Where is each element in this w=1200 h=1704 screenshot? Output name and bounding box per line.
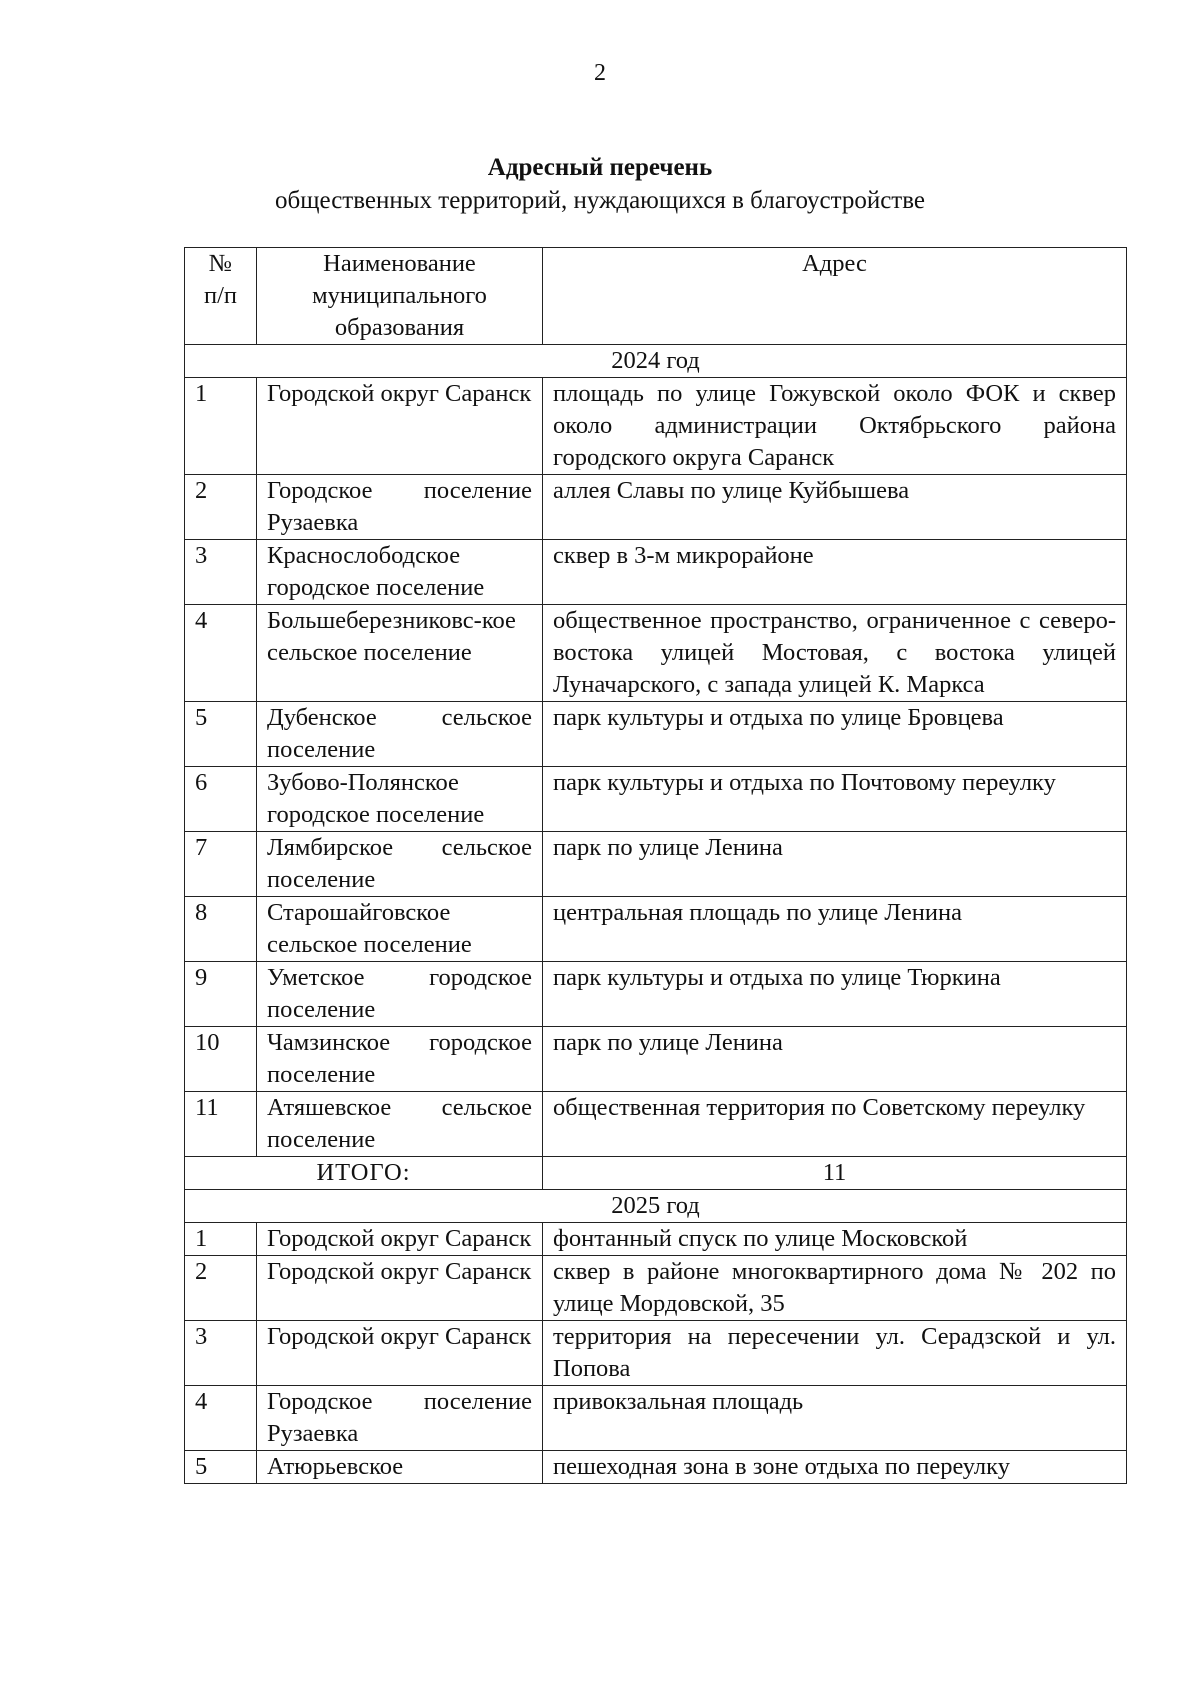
row-address: парк по улице Ленина (543, 1027, 1127, 1092)
header-municipality (257, 248, 543, 345)
table-row (185, 1386, 1127, 1451)
year-row (185, 1190, 1127, 1223)
row-number: 2 (185, 475, 257, 540)
row-municipality: Дубенское сельское поселение (257, 702, 543, 767)
row-address: общественная территория по Советскому переулку (543, 1092, 1127, 1157)
table-row (185, 767, 1127, 832)
table-row (185, 1092, 1127, 1157)
row-number: 8 (185, 897, 257, 962)
table-row (185, 1256, 1127, 1321)
row-address: сквер в 3-м микрорайоне (543, 540, 1127, 605)
table-row (185, 605, 1127, 702)
year-label: 2024 год (185, 345, 1127, 378)
row-address: сквер в районе многоквартирного дома № 202 по улице Мордовской, 35 (543, 1256, 1127, 1321)
table-body (185, 345, 1127, 1484)
row-municipality: Краснослободское городское поселение (257, 540, 543, 605)
table-row (185, 1223, 1127, 1256)
header-municipality-line: Наименование (323, 250, 476, 277)
table-row (185, 702, 1127, 767)
row-number: 5 (185, 1451, 257, 1484)
row-number: 3 (185, 1321, 257, 1386)
row-number: 1 (185, 1223, 257, 1256)
row-address: фонтанный спуск по улице Московской (543, 1223, 1127, 1256)
row-address: площадь по улице Гожувской около ФОК и сквер около администрации Октябрьского района городского округа Саранск (543, 378, 1127, 475)
row-number: 4 (185, 1386, 257, 1451)
row-address: центральная площадь по улице Ленина (543, 897, 1127, 962)
row-number: 11 (185, 1092, 257, 1157)
row-number: 2 (185, 1256, 257, 1321)
table-row (185, 1321, 1127, 1386)
row-municipality: Атяшевское сельское поселение (257, 1092, 543, 1157)
table-row (185, 962, 1127, 1027)
table-header-row (185, 248, 1127, 345)
row-municipality: Лямбирское сельское поселение (257, 832, 543, 897)
row-municipality: Городское поселение Рузаевка (257, 475, 543, 540)
row-address: аллея Славы по улице Куйбышева (543, 475, 1127, 540)
row-address: парк культуры и отдыха по улице Тюркина (543, 962, 1127, 1027)
table-row (185, 1027, 1127, 1092)
row-address: парк культуры и отдыха по улице Бровцева (543, 702, 1127, 767)
row-address: парк культуры и отдыха по Почтовому переулку (543, 767, 1127, 832)
row-number: 9 (185, 962, 257, 1027)
row-number: 4 (185, 605, 257, 702)
row-address: пешеходная зона в зоне отдыха по переулку (543, 1451, 1127, 1484)
row-number: 5 (185, 702, 257, 767)
table-row (185, 475, 1127, 540)
total-row (185, 1157, 1127, 1190)
row-municipality: Городской округ Саранск (257, 378, 543, 475)
header-address: Адрес (543, 248, 1127, 345)
row-municipality: Уметское городское поселение (257, 962, 543, 1027)
header-municipality-line: образования (334, 314, 465, 341)
row-number: 1 (185, 378, 257, 475)
row-municipality: Старошайговское сельское поселение (257, 897, 543, 962)
row-number: 7 (185, 832, 257, 897)
row-municipality: Городской округ Саранск (257, 1321, 543, 1386)
row-municipality: Городское поселение Рузаевка (257, 1386, 543, 1451)
row-municipality: Зубово-Полянское городское поселение (257, 767, 543, 832)
year-label: 2025 год (185, 1190, 1127, 1223)
table-row (185, 1451, 1127, 1484)
row-address: парк по улице Ленина (543, 832, 1127, 897)
row-municipality: Городской округ Саранск (257, 1223, 543, 1256)
row-address: территория на пересечении ул. Серадзской и ул. Попова (543, 1321, 1127, 1386)
row-address: привокзальная площадь (543, 1386, 1127, 1451)
total-value: 11 (543, 1157, 1127, 1190)
table-row (185, 832, 1127, 897)
header-num-line: п/п (203, 282, 238, 309)
table-row (185, 378, 1127, 475)
header-num (185, 248, 257, 345)
row-number: 6 (185, 767, 257, 832)
territory-table (184, 247, 1127, 1484)
page-number: 2 (594, 60, 606, 86)
row-municipality: Городской округ Саранск (257, 1256, 543, 1321)
header-num-line: № (208, 250, 233, 277)
table-row (185, 540, 1127, 605)
document-subtitle: общественных территорий, нуждающихся в благоустройстве (275, 187, 925, 214)
row-municipality: Атюрьевское (257, 1451, 543, 1484)
document-title: Адресный перечень (487, 154, 713, 181)
row-number: 3 (185, 540, 257, 605)
row-municipality: Большеберезниковс-кое сельское поселение (257, 605, 543, 702)
table-row (185, 897, 1127, 962)
row-address: общественное пространство, ограниченное с северо-востока улицей Мостовая, с востока улицей Луначарского, с запада улицей К. Маркса (543, 605, 1127, 702)
row-municipality: Чамзинское городское поселение (257, 1027, 543, 1092)
row-number: 10 (185, 1027, 257, 1092)
year-row (185, 345, 1127, 378)
total-label: ИТОГО: (185, 1157, 543, 1190)
header-municipality-line: муниципального (312, 282, 487, 309)
